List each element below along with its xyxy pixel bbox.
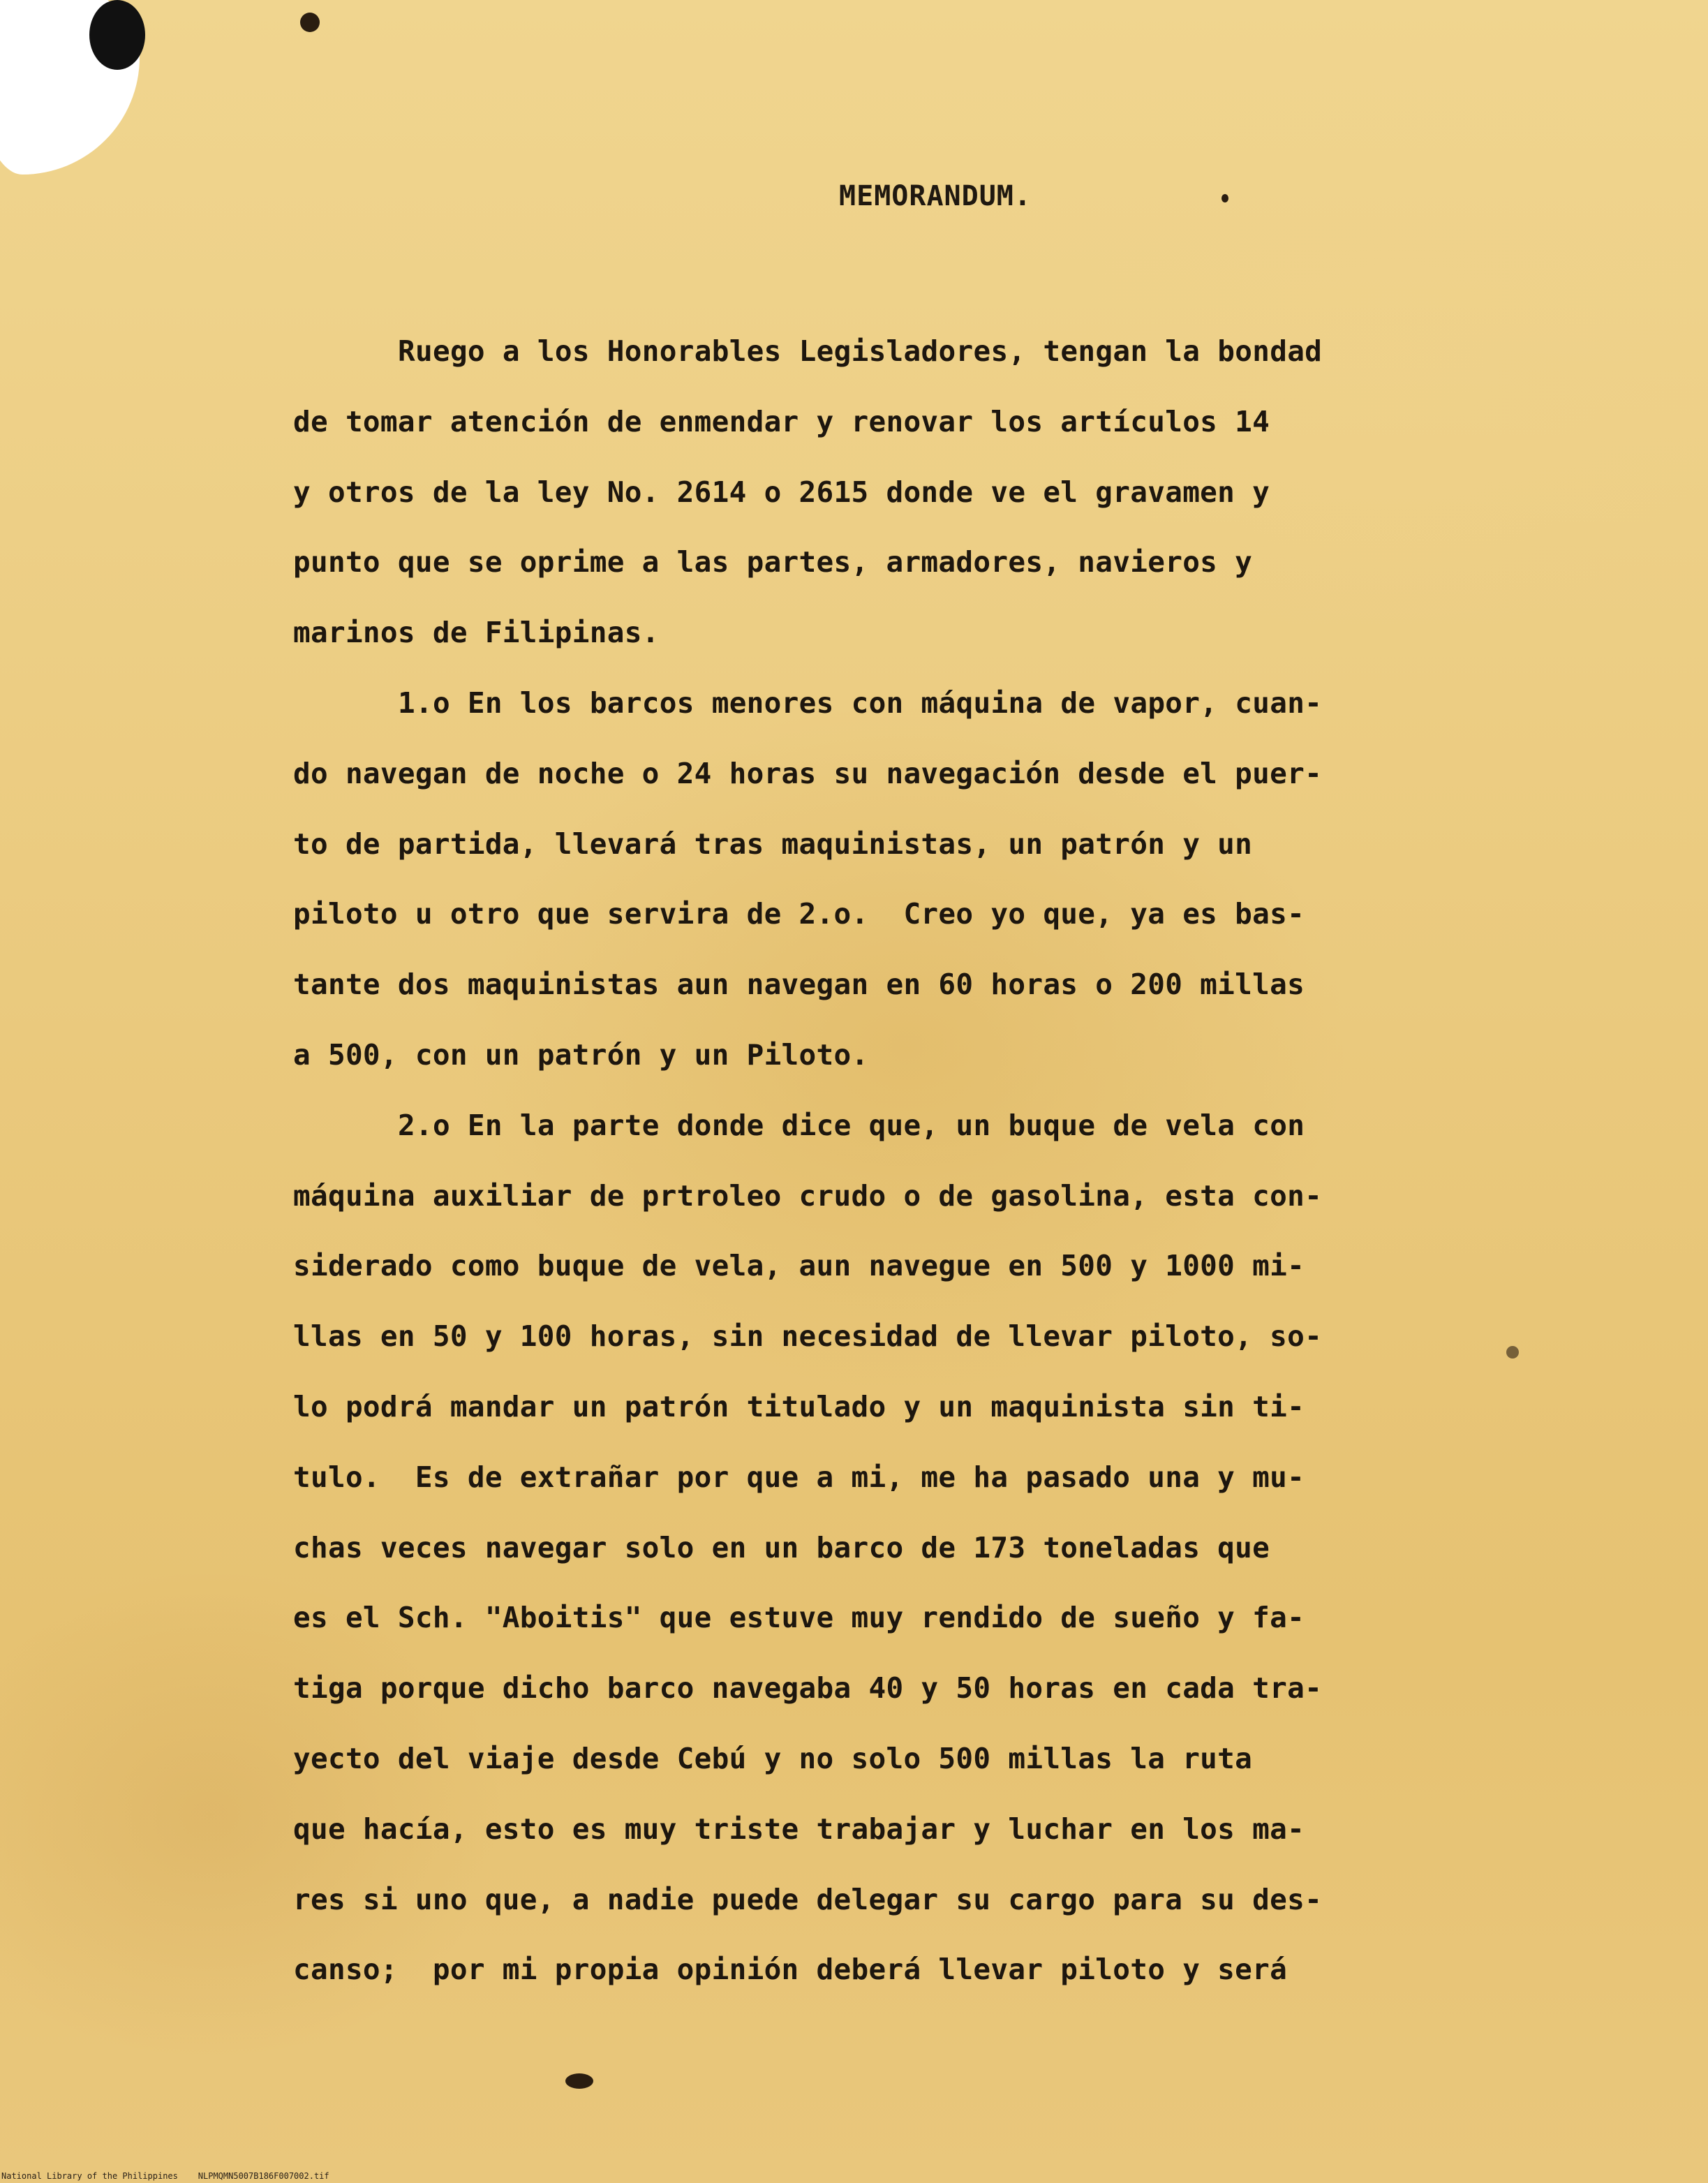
ink-spot	[300, 13, 320, 32]
memo-body	[293, 316, 1570, 2005]
footer-institution: National Library of the Philippines	[1, 2171, 178, 2181]
punch-hole	[89, 0, 145, 70]
memo-line: es el Sch. "Aboitis" que estuve muy rendido de sueño y fa-	[293, 1601, 1305, 1635]
memo-line: a 500, con un patrón y un Piloto.	[293, 1037, 869, 1072]
memo-line: marinos de Filipinas.	[293, 616, 660, 650]
memo-line: que hacía, esto es muy triste trabajar y luchar en los ma-	[293, 1812, 1305, 1846]
memo-line: 2.o En la parte donde dice que, un buque de vela con	[398, 1108, 1305, 1142]
document-title: MEMORANDUM.	[839, 180, 1032, 212]
memo-line: de tomar atención de enmendar y renovar los artículos 14	[293, 404, 1270, 438]
memo-line: tante dos maquinistas aun navegan en 60 horas o 200 millas	[293, 968, 1305, 1002]
memo-line: to de partida, llevará tras maquinistas, un patrón y un	[293, 827, 1253, 861]
footer-file-id: NLPMQMN5007B186F007002.tif	[198, 2171, 329, 2181]
memo-line: yecto del viaje desde Cebú y no solo 500 millas la ruta	[293, 1741, 1253, 1775]
memo-line: tiga porque dicho barco navegaba 40 y 50 horas en cada tra-	[293, 1671, 1323, 1705]
memo-line: y otros de la ley No. 2614 o 2615 donde ve el gravamen y	[293, 475, 1270, 509]
ink-spot	[565, 2073, 593, 2089]
memo-line: llas en 50 y 100 horas, sin necesidad de llevar piloto, so-	[293, 1319, 1323, 1354]
memo-line: tulo. Es de extrañar por que a mi, me ha pasado una y mu-	[293, 1460, 1305, 1494]
memo-line: 1.o En los barcos menores con máquina de vapor, cuan-	[398, 686, 1323, 720]
memo-line: lo podrá mandar un patrón titulado y un maquinista sin ti-	[293, 1389, 1305, 1423]
memo-line: do navegan de noche o 24 horas su navegación desde el puer-	[293, 756, 1323, 790]
memo-line: siderado como buque de vela, aun navegue en 500 y 1000 mi-	[293, 1249, 1305, 1283]
memo-line: punto que se oprime a las partes, armadores, navieros y	[293, 545, 1253, 579]
memo-line: máquina auxiliar de prtroleo crudo o de gasolina, esta con-	[293, 1178, 1323, 1213]
memo-line: chas veces navegar solo en un barco de 173 toneladas que	[293, 1530, 1270, 1564]
memo-line: res si uno que, a nadie puede delegar su cargo para su des-	[293, 1882, 1323, 1916]
memo-line: piloto u otro que servira de 2.o. Creo yo que, ya es bas-	[293, 897, 1305, 931]
memo-line: canso; por mi propia opinión deberá llevar piloto y será	[293, 1953, 1288, 1987]
memo-line: Ruego a los Honorables Legisladores, tengan la bondad	[398, 334, 1323, 368]
scan-footer	[1, 2171, 329, 2181]
